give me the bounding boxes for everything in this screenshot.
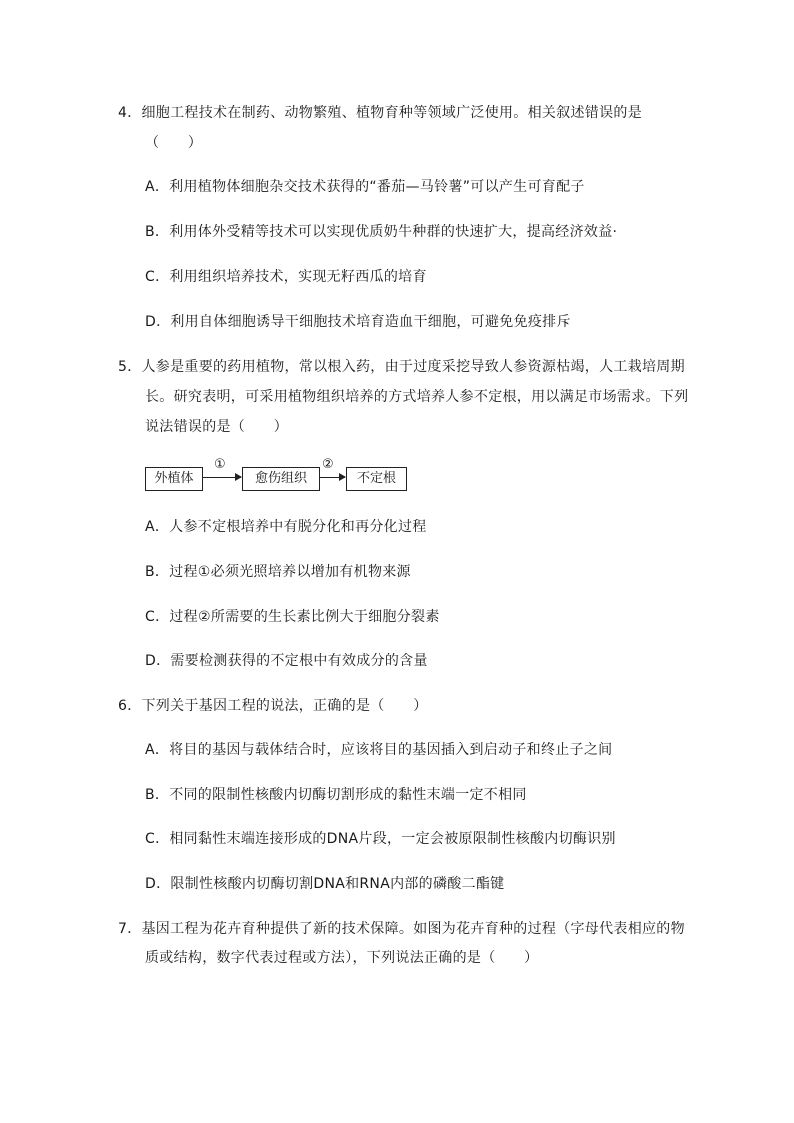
q5-option-a: A．人参不定根培养中有脱分化和再分化过程 <box>145 519 427 535</box>
q6-option-d: D．限制性核酸内切酶切割DNA和RNA内部的磷酸二酯键 <box>145 876 505 892</box>
q6-option-a: A．将目的基因与载体结合时，应该将目的基因插入到启动子和终止子之间 <box>145 742 613 758</box>
flow-step-2-label: ② <box>322 457 334 472</box>
flow-arrow-1 <box>202 477 241 478</box>
q5-flow-diagram <box>145 457 415 493</box>
q4-option-c: C．利用组织培养技术，实现无籽西瓜的培育 <box>145 269 427 285</box>
q5-stem-line-2: 长。研究表明，可采用植物组织培养的方式培养人参不定根，用以满足市场需求。下列 <box>145 389 689 405</box>
q6-option-b: B．不同的限制性核酸内切酶切割形成的黏性末端一定不相同 <box>145 787 527 803</box>
flow-box-explant: 外植体 <box>145 467 203 491</box>
q7-stem-line-2: 质或结构，数字代表过程或方法），下列说法正确的是（ ） <box>145 950 539 966</box>
flow-arrow-2 <box>319 477 345 478</box>
q4-option-a: A．利用植物体细胞杂交技术获得的“番茄—马铃薯”可以产生可育配子 <box>145 179 585 195</box>
q5-stem-line-1: 5．人参是重要的药用植物，常以根入药，由于过度采挖导致人参资源枯竭，人工栽培周期 <box>118 359 685 375</box>
q4-option-b: B．利用体外受精等技术可以实现优质奶牛种群的快速扩大，提高经济效益· <box>145 224 618 240</box>
q4-stem-line-1: 4．细胞工程技术在制药、动物繁殖、植物育种等领域广泛使用。相关叙述错误的是 <box>118 105 643 121</box>
flow-box-callus: 愈伤组织 <box>242 467 320 491</box>
q5-option-b: B．过程①必须光照培养以增加有机物来源 <box>145 564 411 580</box>
q5-option-d: D．需要检测获得的不定根中有效成分的含量 <box>145 653 428 669</box>
q5-option-c: C．过程②所需要的生长素比例大于细胞分裂素 <box>145 609 440 625</box>
q6-option-c: C．相同黏性末端连接形成的DNA片段，一定会被原限制性核酸内切酶识别 <box>145 831 616 847</box>
q5-stem-line-3: 说法错误的是（ ） <box>145 419 288 435</box>
q7-stem-line-1: 7．基因工程为花卉育种提供了新的技术保障。如图为花卉育种的过程（字母代表相应的物 <box>118 921 685 937</box>
q4-option-d: D．利用自体细胞诱导干细胞技术培育造血干细胞，可避免免疫排斥 <box>145 314 571 330</box>
flow-box-adventitious-root: 不定根 <box>346 467 407 491</box>
q6-stem-line-1: 6．下列关于基因工程的说法，正确的是（ ） <box>118 698 428 714</box>
flow-step-1-label: ① <box>214 457 226 472</box>
q4-answer-blank: （ ） <box>145 135 203 151</box>
